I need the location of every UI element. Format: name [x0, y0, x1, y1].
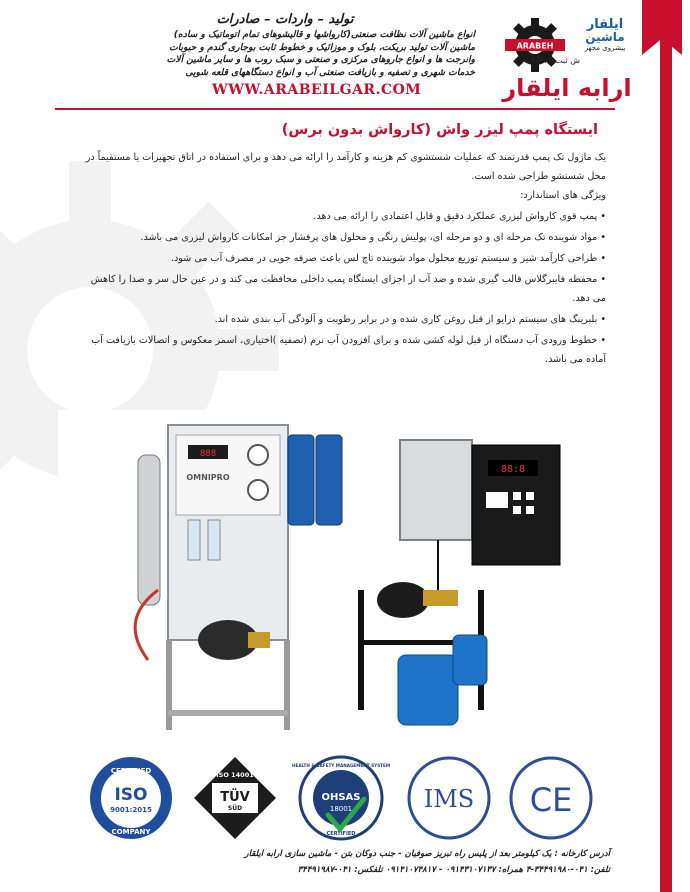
svg-text:TÜV: TÜV [220, 790, 250, 805]
feature-list [76, 207, 606, 369]
logo-gear-icon [500, 16, 570, 74]
features-heading: ویژگی های استاندارد: [520, 190, 606, 201]
list-item: • طراحی کارآمد شیر و سیستم توزیع محلول مواد شوینده تاچ لس باعث صرفه جویی در مصرف آب می شود. [170, 253, 606, 264]
certification-logos [88, 755, 588, 841]
svg-text:888: 888 [199, 449, 217, 459]
svg-text:COMPANY: COMPANY [111, 828, 151, 836]
list-item-text: مواد شوینده تک مرحله ای و دو مرحله ای، پولیش رنگی و محلول های پرفشار جز امکانات کارواش لیزری می باشد. [140, 232, 598, 243]
svg-text:CERTIFIED: CERTIFIED [326, 831, 356, 837]
header-line: ماشین آلات تولید بریکت، بلوک و موزائیک و خطوط ثابت بوجاری گندم و حبوبات [169, 41, 475, 53]
list-item-text: بلبرینگ های سیستم درایو از قبل روغن کاری شده و در برابر رطوبت و آلودگی آب بندی شده اند. [214, 314, 598, 325]
ce-logo [508, 755, 594, 841]
svg-text:ISO 14001: ISO 14001 [216, 771, 254, 779]
list-item: • بلبرینگ های سیستم درایو از قبل روغن کاری شده و در برابر رطوبت و آلودگی آب بندی شده اند. [214, 314, 606, 325]
ohsas-18001-logo [291, 755, 391, 841]
svg-text:IMS: IMS [423, 785, 475, 813]
logo-mark-mid: ماشین [585, 30, 625, 44]
list-item-text: طراحی کارآمد شیر و سیستم توزیع محلول مواد شوینده تاچ لس باعث صرفه جویی در مصرف آب می شود. [170, 253, 598, 264]
header-services [95, 12, 475, 79]
side-ribbon [660, 0, 672, 892]
logo-mark-top: ایلقار [586, 17, 624, 32]
page-title: ایستگاه پمپ لیزر واش (کارواش بدون برس) [281, 122, 598, 138]
iso-9001-logo [88, 755, 174, 841]
intro-paragraph: یک ماژول تک پمپ قدرتمند که عملیات شستشوی کم هزینه و کارآمد را ارائه می دهد و برای استفاده در اتاق تجهیزات یا مستقیماً در محل شستشو طراحی شده است. [85, 152, 606, 182]
phone-numbers: تلفن: ۰۴۱-۳۴۴۹۱۹۸۰-۴ همراه: ۰۹۱۴۳۱۰۷۱۳۷ - ۰۹۱۴۱۰۷۴۸۱۷ تلفکس: ۰۴۱-۳۴۴۹۱۹۸۷ [297, 865, 610, 875]
header-line: خدمات شهری و تصفیه و بازیافت صنعتی آب و انواع دستگاههای قلعه شویی [185, 66, 475, 78]
header-line: انواع ماشین آلات نظافت صنعتی(کارواشها و قالیشوهای تمام اتوماتیک و ساده) [173, 29, 475, 40]
header-divider [55, 108, 615, 110]
header-tagline: تولید – واردات – صادرات [216, 12, 354, 27]
svg-text:18001: 18001 [329, 805, 353, 813]
svg-text:OHSAS: OHSAS [321, 792, 361, 803]
registration-number: ش ثبت ۱۶۶۳۴ [531, 56, 580, 65]
logo-wordmark: ARABEH [516, 41, 554, 51]
footer-contact [80, 846, 610, 878]
svg-text:CERTIFIED: CERTIFIED [110, 767, 152, 775]
company-logo [482, 14, 642, 104]
logo-mark-text [572, 18, 638, 53]
svg-text:CE: CE [529, 781, 573, 819]
list-item: • خطوط ورودی آب دستگاه از قبل لوله کشی شده و برای افزودن آب نرم (تصفیه )اختیاری، اسمز معکوس و اتصالات بازیافت آب آماده می باشد. [91, 335, 606, 365]
list-item-text: پمپ قوی کارواش لیزری عملکرد دقیق و قابل اعتمادی را ارائه می دهد. [313, 211, 598, 222]
header-line: وانرجت ها و انواع جاروهای مرکزی و صنعتی و سبک روب ها و سایر ماشین آلات [166, 54, 475, 65]
website-link[interactable]: WWW.ARABEILGAR.COM [212, 82, 422, 98]
list-item-text: خطوط ورودی آب دستگاه از قبل لوله کشی شده و برای افزودن آب نرم (تصفیه )اختیاری، اسمز معکوس و اتصالات بازیافت آب آماده می باشد. [91, 335, 606, 365]
svg-text:9001:2015: 9001:2015 [110, 806, 152, 814]
letterhead [0, 0, 690, 112]
unit-brand-label: OMNIPRO [186, 473, 230, 482]
brand-name: ارابه ایلقار [502, 74, 632, 102]
product-photo [58, 410, 618, 740]
station-display: 88:8 [500, 464, 526, 475]
list-item: • مواد شوینده تک مرحله ای و دو مرحله ای، پولیش رنگی و محلول های پرفشار جز امکانات کارواش لیزری می باشد. [140, 232, 606, 243]
tuv-iso-14001-logo [192, 755, 278, 841]
list-item: • محفظه فایبرگلاس قالب گیری شده و ضد آب از اجزای ایستگاه پمپ داخلی محافظت می کند و در عین حال سر و صدا را کاهش می دهد. [90, 274, 606, 304]
product-description [76, 122, 606, 369]
list-item-text: محفظه فایبرگلاس قالب گیری شده و ضد آب از اجزای ایستگاه پمپ داخلی محافظت می کند و در عین حال سر و صدا را کاهش می دهد. [90, 274, 606, 304]
list-item: • پمپ قوی کارواش لیزری عملکرد دقیق و قابل اعتمادی را ارائه می دهد. [313, 211, 606, 222]
svg-text:SÜD: SÜD [227, 805, 243, 812]
factory-address: آدرس کارخانه : یک کیلومتر بعد از پلیس راه تبریز صوفیان - جنب دوکان بتن - ماشین سازی ارابه ایلقار [244, 849, 610, 859]
logo-mark-sub: پیشروی مجهز [584, 44, 626, 52]
ims-logo [406, 755, 492, 841]
svg-text:ISO: ISO [114, 785, 148, 805]
svg-text:HEALTH & SAFETY MANAGEMENT SYS: HEALTH & SAFETY MANAGEMENT SYSTEM [291, 763, 391, 768]
